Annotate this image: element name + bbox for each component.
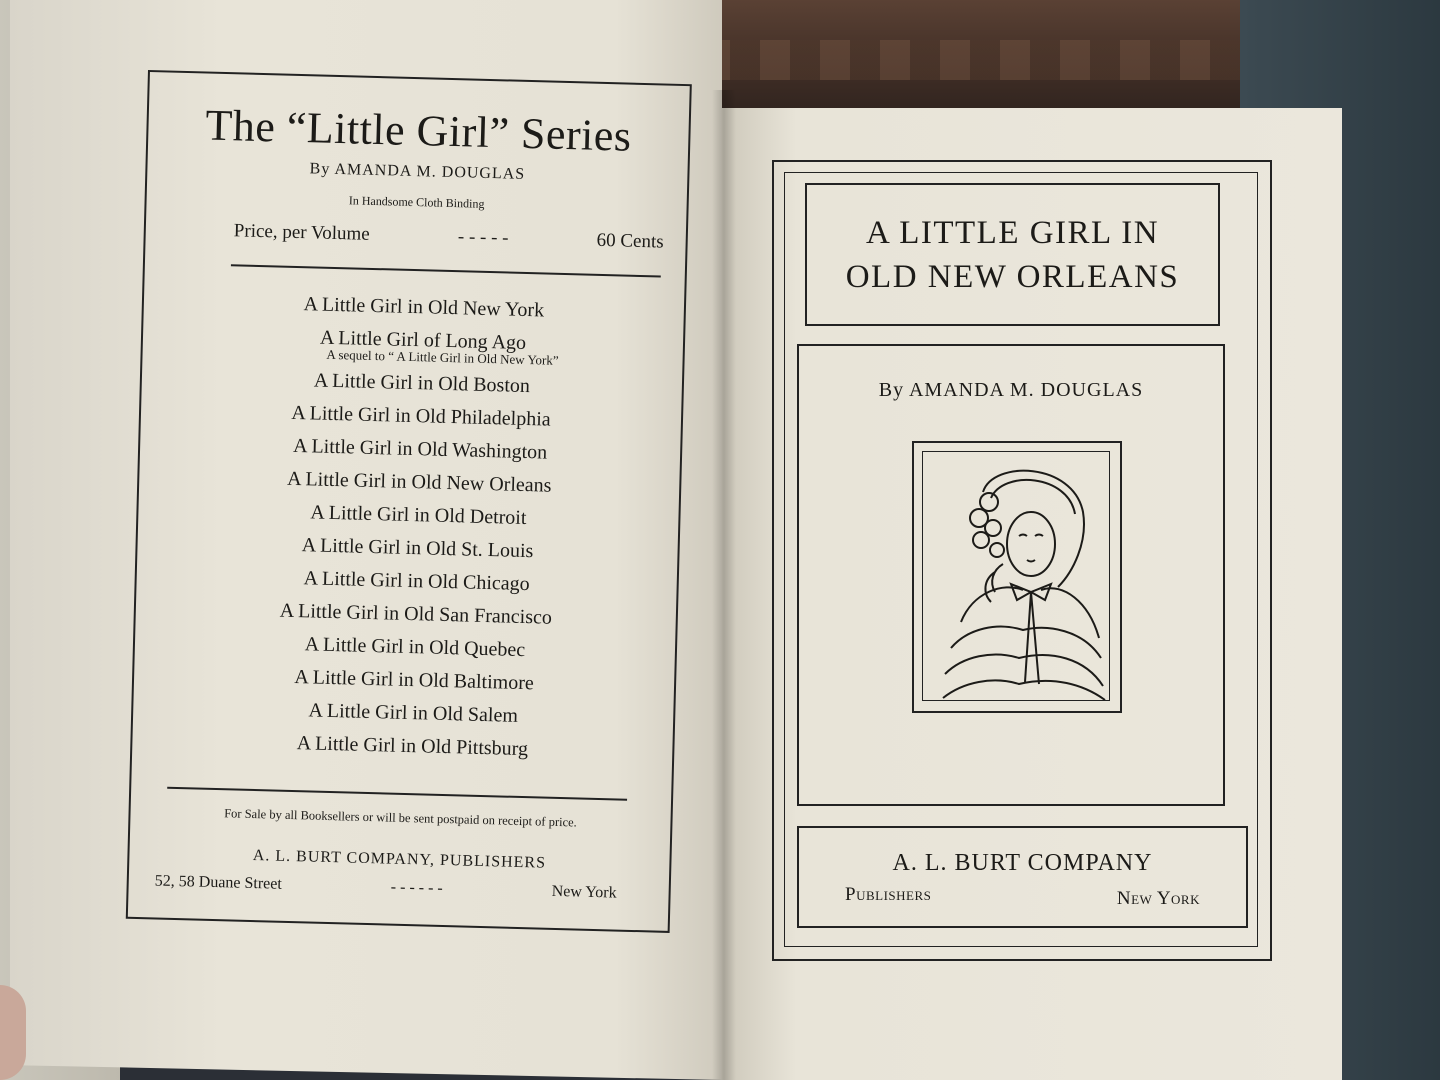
list-item: A Little Girl of Long Ago (319, 326, 527, 354)
author-illustration-box (797, 344, 1225, 806)
list-item: A Little Girl in Old New York (303, 293, 545, 322)
series-title: The “Little Girl” Series (204, 100, 633, 161)
book-title-line-2: OLD NEW ORLEANS (845, 258, 1180, 295)
book-title-line-1: A LITTLE GIRL IN (865, 214, 1160, 251)
price-value: 60 Cents (596, 229, 664, 253)
thumb (0, 985, 26, 1080)
address-dashes: - - - - - - (390, 878, 443, 897)
price-row (233, 220, 664, 261)
list-item: A Little Girl in Old San Francisco (279, 599, 553, 629)
binding-note: In Handsome Cloth Binding (348, 193, 485, 211)
publisher-city: New York (1116, 888, 1200, 909)
list-item: A Little Girl in Old Salem (308, 699, 519, 727)
list-item: A Little Girl in Old Philadelphia (291, 401, 551, 431)
list-item: A Little Girl in Old Pittsburg (296, 732, 529, 761)
portrait-inner-frame (922, 451, 1110, 701)
list-item: A Little Girl in Old Chicago (303, 567, 531, 596)
street-address: 52, 58 Duane Street (154, 872, 283, 893)
footer-note: For Sale by all Booksellers or will be sent postpaid on receipt of price. (224, 806, 577, 830)
list-item: A Little Girl in Old St. Louis (301, 534, 534, 563)
price-label: Price, per Volume (233, 220, 371, 245)
publisher-company: A. L. BURT COMPANY (892, 850, 1153, 876)
book-title-box (805, 183, 1220, 326)
list-item: A Little Girl in Old Baltimore (294, 666, 535, 695)
list-item: A Little Girl in Old Boston (313, 369, 531, 398)
series-title-list (192, 286, 644, 769)
series-byline: By AMANDA M. DOUGLAS (309, 160, 526, 183)
girl-in-bonnet-illustration (912, 441, 1122, 713)
girl-icon (923, 452, 1109, 700)
price-dashes: - - - - - (457, 226, 509, 249)
series-advertisement (126, 70, 692, 933)
book-gutter (712, 90, 736, 1080)
divider-top (231, 264, 661, 277)
divider-bottom (167, 787, 627, 801)
publisher-name: A. L. BURT COMPANY, PUBLISHERS (252, 847, 547, 872)
list-item-subtitle: A sequel to “ A Little Girl in Old New York” (326, 346, 559, 368)
publisher-box (797, 826, 1248, 928)
list-item: A Little Girl in Old Detroit (310, 501, 527, 530)
list-item: A Little Girl in Old Washington (292, 434, 548, 464)
city: New York (551, 882, 617, 902)
publishers-label: Publishers (845, 884, 932, 905)
list-item: A Little Girl in Old Quebec (304, 633, 526, 662)
list-item: A Little Girl in Old New Orleans (286, 467, 552, 497)
address-row (155, 872, 617, 902)
author-byline: By AMANDA M. DOUGLAS (878, 379, 1144, 401)
